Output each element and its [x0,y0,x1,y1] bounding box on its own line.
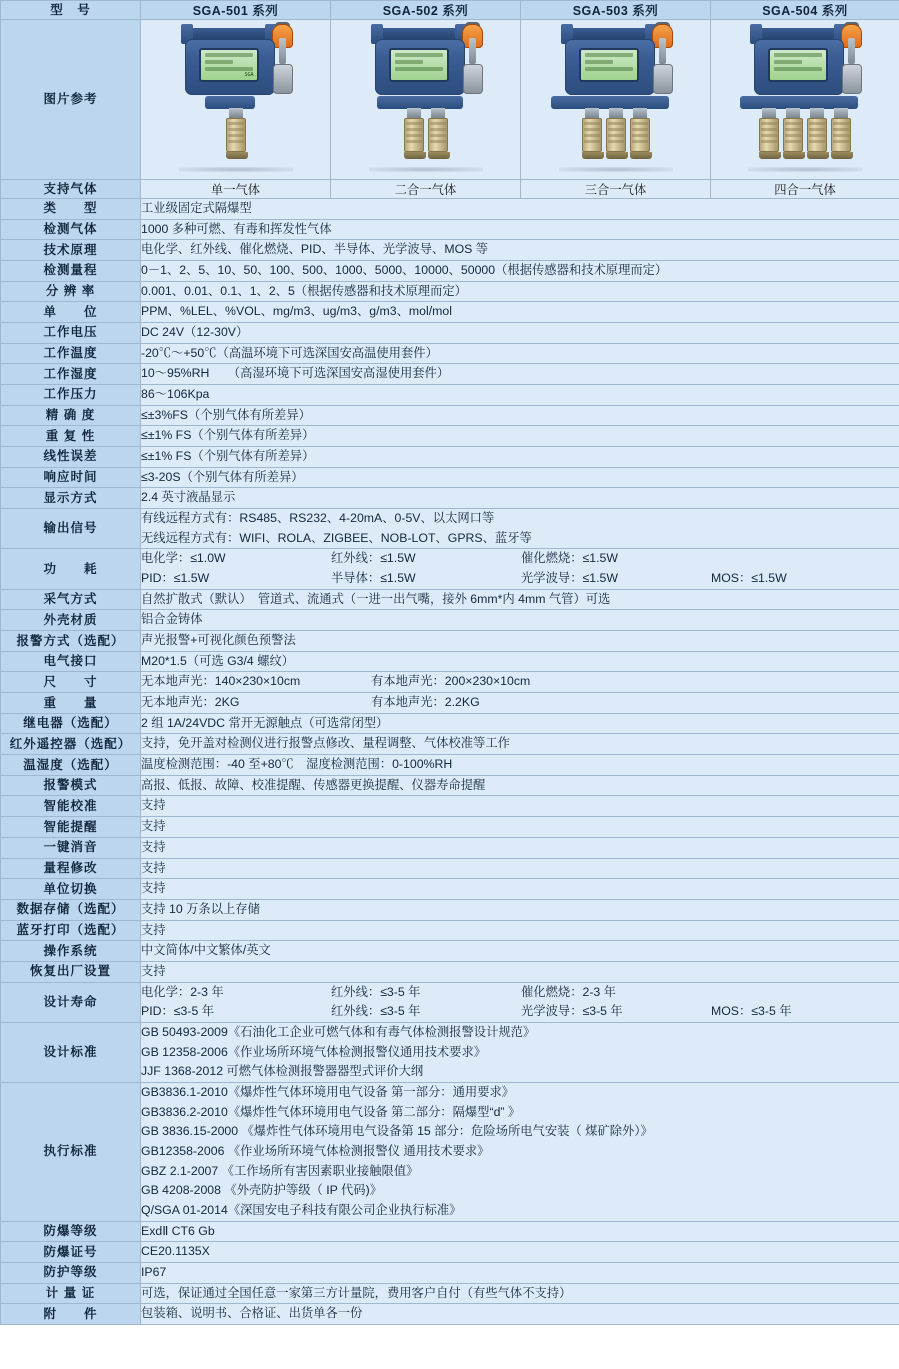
power-mos: MOS：≤1.5W [711,571,787,586]
table-row [1,631,899,652]
row-value: 支持 [141,837,899,858]
table-row [1,281,899,302]
model-header-4: SGA-504 系列 [711,1,899,20]
row-label-gas-support: 支持气体 [1,180,141,199]
row-label: 显示方式 [1,488,141,509]
row-value-output-signal [141,509,899,549]
row-label: 附 件 [1,1304,141,1325]
table-row [1,240,899,261]
table-row [1,899,899,920]
row-value: 包装箱、说明书、合格证、出货单各一份 [141,1304,899,1325]
row-value: DC 24V（12-30V） [141,323,899,344]
table-row [1,219,899,240]
row-label: 单位切换 [1,879,141,900]
sensor-pod-icon [842,64,862,94]
row-label: 工作电压 [1,323,141,344]
table-row-gas-support [1,180,899,199]
row-label: 响应时间 [1,467,141,488]
row-value: 高报、低报、故障、校准提醒、传感器更换提醒、仪器寿命提醒 [141,775,899,796]
execution-standard-line: Q/SGA 01-2014《深国安电子科技有限公司企业执行标准》 [141,1202,462,1217]
row-value: 支持 10 万条以上存储 [141,899,899,920]
table-row [1,488,899,509]
row-label: 电气接口 [1,651,141,672]
power-catalytic: 催化燃烧：≤1.5W [521,551,618,566]
row-value-weight [141,693,899,714]
row-value: 支持 [141,817,899,838]
product-image-3 [521,20,711,180]
table-row [1,796,899,817]
row-value: 温度检测范围：-40 至+80℃ 湿度检测范围：0-100%RH [141,755,899,776]
table-row-design-life [1,982,899,1022]
row-value: 支持 [141,879,899,900]
table-row-power [1,549,899,589]
mount-bracket-icon [187,28,273,39]
gas-support-value-4: 四合一气体 [711,180,899,199]
row-label: 精 确 度 [1,405,141,426]
row-value: 工业级固定式隔爆型 [141,199,899,220]
row-value: 支持 [141,961,899,982]
row-value: 1000 多种可燃、有毒和挥发性气体 [141,219,899,240]
row-label: 红外遥控器（选配） [1,734,141,755]
row-value: 电化学、红外线、催化燃烧、PID、半导体、光学波导、MOS 等 [141,240,899,261]
row-value: 0.001、0.01、0.1、1、2、5（根据传感器和技术原理而定） [141,281,899,302]
execution-standard-line: GB3836.2-2010《爆炸性气体环境用电气设备 第二部分：隔爆型“d” 》 [141,1104,521,1119]
row-value: 中文简体/中文繁体/英文 [141,941,899,962]
design-standard-line: GB 12358-2006《作业场所环境气体检测报警仪通用技术要求》 [141,1044,487,1059]
row-label: 重 复 性 [1,426,141,447]
table-row [1,610,899,631]
row-label-execution-standard: 执行标准 [1,1082,141,1221]
table-row [1,837,899,858]
table-row [1,858,899,879]
row-label: 防爆等级 [1,1221,141,1242]
row-label: 外壳材质 [1,610,141,631]
row-label: 温湿度（选配） [1,755,141,776]
row-label: 计 量 证 [1,1283,141,1304]
table-row [1,1221,899,1242]
sensor-pod-icon [653,64,673,94]
table-row-size [1,672,899,693]
sensor-pod-icon [463,64,483,94]
lcd-screen [389,48,449,82]
mount-bracket-icon [377,28,463,39]
table-row [1,261,899,282]
lcd-screen [768,48,828,82]
row-value: 10～95%RH （高湿环境下可选深国安高湿使用套件） [141,364,899,385]
row-label: 检测气体 [1,219,141,240]
row-label: 工作湿度 [1,364,141,385]
design-standard-line: GB 50493-2009《石油化工企业可燃气体和有毒气体检测报警设计规范》 [141,1024,536,1039]
execution-standard-line: GB12358-2006 《作业场所环境气体检测报警仪 通用技术要求》 [141,1143,490,1158]
mount-bracket-icon [567,28,653,39]
row-value-design-life [141,982,899,1022]
size-without-alarm: 无本地声光：140×230×10cm [141,674,301,689]
table-row [1,364,899,385]
row-value: 支持 [141,858,899,879]
execution-standard-line: GB 3836.15-2000 《爆炸性气体环境用电气设备第 15 部分：危险场所电气安装（ 煤矿除外）》 [141,1124,653,1139]
table-row [1,1283,899,1304]
row-label: 单 位 [1,302,141,323]
row-label: 蓝牙打印（选配） [1,920,141,941]
row-value: PPM、%LEL、%VOL、mg/m3、ug/m3、g/m3、mol/mol [141,302,899,323]
power-electrochemical: 电化学：≤1.0W [141,551,226,566]
sensor-tubes [730,108,880,159]
row-label-output-signal: 输出信号 [1,509,141,549]
row-label-power: 功 耗 [1,549,141,589]
row-value: -20℃～+50℃（高温环境下可选深国安高温使用套件） [141,343,899,364]
weight-without-alarm: 无本地声光：2KG [141,695,240,710]
row-value-design-standard [141,1022,899,1082]
row-value-power [141,549,899,589]
row-label-model: 型 号 [1,1,141,20]
life-infrared-2: 红外线：≤3-5 年 [331,1004,421,1019]
row-label: 智能提醒 [1,817,141,838]
row-label-weight: 重 量 [1,693,141,714]
table-row [1,1242,899,1263]
row-value: ≤3-20S（个别气体有所差异） [141,467,899,488]
life-mos: MOS：≤3-5 年 [711,1004,792,1019]
row-label: 防爆证号 [1,1242,141,1263]
row-value: 2.4 英寸液晶显示 [141,488,899,509]
row-value: 声光报警+可视化颜色预警法 [141,631,899,652]
screen-text: SGA [244,72,254,78]
row-value: 自然扩散式（默认） 管道式、流通式（一进一出气嘴，接外 6mm*内 4mm 气管）可选 [141,589,899,610]
row-value: CE20.1135X [141,1242,899,1263]
table-row [1,734,899,755]
table-row [1,405,899,426]
row-value: ≤±1% FS（个别气体有所差异） [141,426,899,447]
table-row [1,775,899,796]
power-semiconductor: 半导体：≤1.5W [331,571,416,586]
table-row [1,447,899,468]
row-value-execution-standard [141,1082,899,1221]
table-row-image [1,20,899,180]
row-value: 0－1、2、5、10、50、100、500、1000、5000、10000、50000（根据传感器和技术原理而定） [141,261,899,282]
row-value: ExdⅡ CT6 Gb [141,1221,899,1242]
row-label: 类 型 [1,199,141,220]
gas-support-value-1: 单一气体 [141,180,331,199]
power-optical-waveguide: 光学波导：≤1.5W [521,571,618,586]
table-row [1,961,899,982]
table-row [1,879,899,900]
life-electrochemical: 电化学：2-3 年 [141,984,224,999]
table-row [1,589,899,610]
sensor-tubes [351,108,501,159]
row-value: 可选，保证通过全国任意一家第三方计量院，费用客户自付（有些气体不支持） [141,1283,899,1304]
row-value: 支持，免开盖对检测仪进行报警点修改、量程调整、气体校准等工作 [141,734,899,755]
execution-standard-line: GBZ 2.1-2007 《工作场所有害因素职业接触限值》 [141,1163,419,1178]
sensor-tubes [541,108,691,159]
row-label: 一键消音 [1,837,141,858]
life-optical-waveguide: 光学波导：≤3-5 年 [521,1004,623,1019]
design-standard-line: JJF 1368-2012 可燃气体检测报警器器型式评价大纲 [141,1064,424,1079]
mount-bracket-icon [756,28,842,39]
life-infrared: 红外线：≤3-5 年 [331,984,421,999]
table-row [1,713,899,734]
table-row [1,941,899,962]
table-row [1,199,899,220]
row-value: 86～106Kpa [141,385,899,406]
table-row [1,817,899,838]
lcd-screen [579,48,639,82]
model-header-3: SGA-503 系列 [521,1,711,20]
weight-with-alarm: 有本地声光：2.2KG [371,695,480,710]
row-label: 继电器（选配） [1,713,141,734]
table-row-model [1,1,899,20]
row-value: IP67 [141,1262,899,1283]
row-value: 支持 [141,796,899,817]
table-row [1,426,899,447]
product-image-1 [141,20,331,180]
table-row [1,385,899,406]
row-label-size: 尺 寸 [1,672,141,693]
size-with-alarm: 有本地声光：200×230×10cm [371,674,531,689]
table-row [1,920,899,941]
row-label: 恢复出厂设置 [1,961,141,982]
table-row [1,323,899,344]
lcd-screen [199,48,259,82]
output-wireless-line: 无线远程方式有：WIFI、ROLA、ZIGBEE、NOB-LOT、GPRS、蓝牙等 [141,530,532,545]
row-label-design-standard: 设计标准 [1,1022,141,1082]
model-header-2: SGA-502 系列 [331,1,521,20]
power-pid: PID：≤1.5W [141,571,210,586]
table-row [1,302,899,323]
row-label-design-life: 设计寿命 [1,982,141,1022]
table-row [1,755,899,776]
row-label: 智能校准 [1,796,141,817]
row-label: 线性误差 [1,447,141,468]
row-value: 2 组 1A/24VDC 常开无源触点（可选常闭型） [141,713,899,734]
row-label-image: 图片参考 [1,20,141,180]
model-header-1: SGA-501 系列 [141,1,331,20]
table-row-execution-standard [1,1082,899,1221]
row-label: 分 辨 率 [1,281,141,302]
gas-support-value-3: 三合一气体 [521,180,711,199]
table-row [1,651,899,672]
sensor-tubes [161,108,311,159]
row-value: ≤±3%FS（个别气体有所差异） [141,405,899,426]
row-label: 检测量程 [1,261,141,282]
row-label: 采气方式 [1,589,141,610]
row-value-size [141,672,899,693]
row-label: 防护等级 [1,1262,141,1283]
row-value: M20*1.5（可选 G3/4 螺纹） [141,651,899,672]
table-row [1,1304,899,1325]
table-row [1,1262,899,1283]
row-label: 工作温度 [1,343,141,364]
row-value: ≤±1% FS（个别气体有所差异） [141,447,899,468]
table-row-design-standard [1,1022,899,1082]
product-image-2 [331,20,521,180]
row-value: 支持 [141,920,899,941]
row-label: 量程修改 [1,858,141,879]
row-label: 工作压力 [1,385,141,406]
row-label: 数据存储（选配） [1,899,141,920]
row-label: 报警模式 [1,775,141,796]
power-infrared: 红外线：≤1.5W [331,551,416,566]
execution-standard-line: GB 4208-2008 《外壳防护等级（ IP 代码)》 [141,1183,382,1198]
row-value: 铝合金铸体 [141,610,899,631]
row-label: 操作系统 [1,941,141,962]
product-image-4 [711,20,899,180]
output-wired-line: 有线远程方式有：RS485、RS232、4-20mA、0-5V、以太网口等 [141,511,495,526]
life-catalytic: 催化燃烧：2-3 年 [521,984,616,999]
table-row-weight [1,693,899,714]
life-pid: PID：≤3-5 年 [141,1004,215,1019]
row-label: 报警方式（选配） [1,631,141,652]
sensor-pod-icon [273,64,293,94]
gas-support-value-2: 二合一气体 [331,180,521,199]
row-label: 技术原理 [1,240,141,261]
execution-standard-line: GB3836.1-2010《爆炸性气体环境用电气设备 第一部分：通用要求》 [141,1084,515,1099]
table-row [1,467,899,488]
table-row [1,343,899,364]
table-row-output-signal [1,509,899,549]
